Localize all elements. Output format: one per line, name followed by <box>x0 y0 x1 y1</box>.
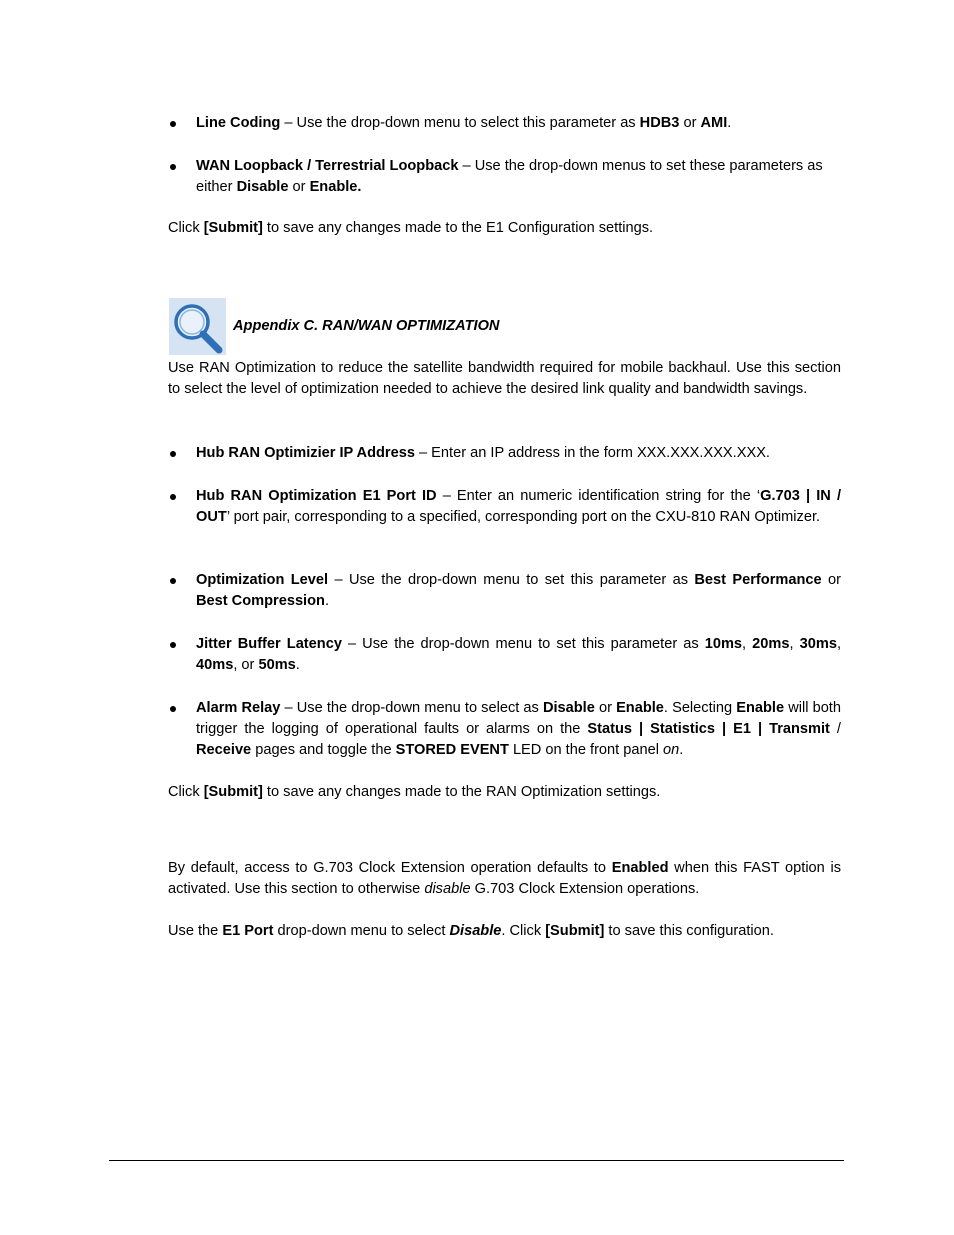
appendix-reference: Appendix C. RAN/WAN OPTIMIZATION <box>233 318 500 334</box>
alarm-relay-item: Alarm Relay – Use the drop-down menu to select as Disable or Enable. Selecting Enable will both trigger the logging of operational faults or alarms on the Status | Statistics | E1 | Transmit / Receive pages and toggle the STORED EVENT LED on the front panel on. <box>196 700 841 758</box>
footer-rule <box>109 1160 844 1161</box>
bullet-icon <box>169 570 179 591</box>
bullet-icon <box>169 486 179 507</box>
hdb3-value: HDB3 <box>639 115 680 131</box>
submit-ran-paragraph: Click [Submit] to save any changes made to the RAN Optimization settings. <box>168 784 661 800</box>
loopback-label: WAN Loopback / Terrestrial Loopback <box>196 158 459 174</box>
submit-e1-paragraph: Click [Submit] to save any changes made to the E1 Configuration settings. <box>168 220 654 236</box>
ran-intro-paragraph: Use RAN Optimization to reduce the satellite bandwidth required for mobile backhaul. Use this section to select the level of optimization needed to achieve the desired link quality and bandwidth savings. <box>168 360 841 397</box>
ami-value: AMI <box>700 115 728 131</box>
bullet-icon <box>169 443 179 464</box>
line-coding-label: Line Coding <box>196 115 281 131</box>
submit-reference: [Submit] <box>203 220 263 236</box>
submit-reference: [Submit] <box>545 923 605 939</box>
optimization-level-item: Optimization Level – Use the drop-down menu to set this parameter as Best Performance or Best Compression. <box>196 572 841 609</box>
jitter-buffer-item: Jitter Buffer Latency – Use the drop-down menu to set this parameter as 10ms, 20ms, 30ms, 40ms, or 50ms. <box>196 636 842 673</box>
bullet-icon <box>169 634 179 655</box>
bullet-icon <box>169 113 179 134</box>
magnifier-icon <box>169 298 226 355</box>
hub-port-item: Hub RAN Optimization E1 Port ID – Enter an numeric identification string for the ‘G.703 | IN / OUT’ port pair, corresponding to a specified, corresponding port on the CXU-810 RAN Optimizer. <box>196 488 841 525</box>
bullet-icon <box>169 698 179 719</box>
submit-reference: [Submit] <box>203 784 263 800</box>
clock-extension-paragraph: By default, access to G.703 Clock Extension operation defaults to Enabled when this FAST option is activated. Use this section to otherwise disable G.703 Clock Extension operations. <box>168 860 842 897</box>
hub-ip-item: Hub RAN Optimizier IP Address – Enter an IP address in the form XXX.XXX.XXX.XXX. <box>196 445 770 461</box>
line-coding-item: Line Coding – Use the drop-down menu to select this parameter as HDB3 or AMI. <box>196 115 732 131</box>
loopback-item: WAN Loopback / Terrestrial Loopback – Use the drop-down menus to set these parameters as either Disable or Enable. <box>196 158 823 195</box>
bullet-icon <box>169 156 179 177</box>
e1-port-paragraph: Use the E1 Port drop-down menu to select Disable. Click [Submit] to save this configuration. <box>168 923 774 939</box>
